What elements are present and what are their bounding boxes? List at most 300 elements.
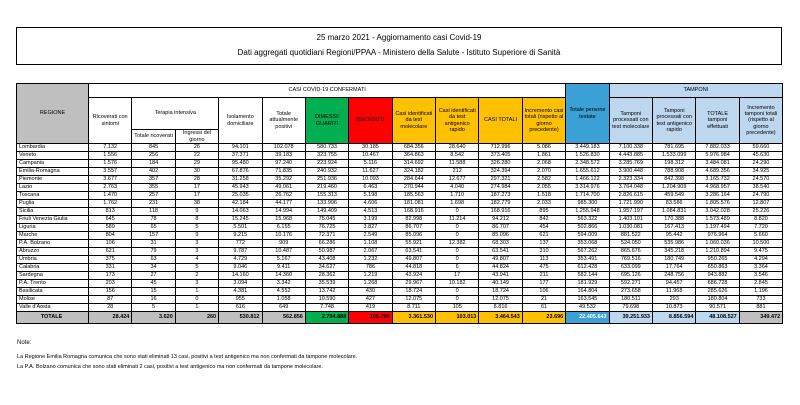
value-cell: 40.149 xyxy=(479,280,522,288)
value-cell: 950.265 xyxy=(696,256,739,264)
value-cell: 49.807 xyxy=(479,256,522,264)
value-cell: 180.749 xyxy=(653,256,696,264)
value-cell: 402 xyxy=(132,168,175,176)
value-cell: 248.756 xyxy=(653,272,696,280)
value-cell: 345.218 xyxy=(653,248,696,256)
value-cell: 9.215 xyxy=(219,232,262,240)
value-cell: 39.183 xyxy=(262,152,305,160)
value-cell: 373.405 xyxy=(479,152,522,160)
value-cell: 257 xyxy=(132,192,175,200)
value-cell: 11.627 xyxy=(349,168,392,176)
value-cell: 10.093 xyxy=(349,176,392,184)
value-cell: 203 xyxy=(89,280,132,288)
value-cell: 1.861 xyxy=(522,152,566,160)
value-cell: 21 xyxy=(522,296,566,304)
totals-value-cell: 8.856.594 xyxy=(653,312,696,324)
value-cell: 105 xyxy=(436,304,479,312)
value-cell: 6.463 xyxy=(349,184,392,192)
value-cell: 10.500 xyxy=(739,240,782,248)
table-row xyxy=(17,152,783,160)
value-cell: 976.964 xyxy=(696,232,739,240)
table-row xyxy=(17,280,783,288)
value-cell: 59.660 xyxy=(739,144,782,152)
header-terapia-intensiva: Terapia intensiva xyxy=(132,98,219,130)
totals-value-cell: 562.856 xyxy=(262,312,305,324)
value-cell: 616 xyxy=(219,304,262,312)
value-cell: 185.563 xyxy=(392,192,435,200)
value-cell: 1.204.909 xyxy=(653,184,696,192)
header-tamponi-totale: TOTALE tamponi effettuati xyxy=(696,98,739,144)
value-cell: 1.533.099 xyxy=(653,152,696,160)
value-cell: 256 xyxy=(132,152,175,160)
value-cell: 3 xyxy=(175,240,218,248)
value-cell: 684.356 xyxy=(392,144,435,152)
value-cell: 25.035 xyxy=(219,192,262,200)
value-cell: 3.364 xyxy=(739,264,782,272)
region-name: Toscana xyxy=(17,192,89,200)
value-cell: 1.556 xyxy=(89,152,132,160)
value-cell: 5.086 xyxy=(522,144,566,152)
value-cell: 7.132 xyxy=(89,144,132,152)
value-cell: 181.081 xyxy=(392,200,435,208)
value-cell: 17 xyxy=(436,272,479,280)
value-cell: 712.996 xyxy=(479,144,522,152)
value-cell: 842 xyxy=(522,216,566,224)
value-cell: 592.271 xyxy=(609,280,652,288)
value-cell: 14.160 xyxy=(219,272,262,280)
value-cell: 5 xyxy=(175,224,218,232)
value-cell: 37.371 xyxy=(219,152,262,160)
value-cell: 82.998 xyxy=(392,216,435,224)
table-row xyxy=(17,248,783,256)
value-cell: 524.050 xyxy=(609,240,652,248)
region-name: Basilicata xyxy=(17,288,89,296)
value-cell: 10.182 xyxy=(436,280,479,288)
value-cell: 1.255.948 xyxy=(566,208,609,216)
value-cell: 2.763 xyxy=(89,184,132,192)
totals-value-cell: 3.464.543 xyxy=(479,312,522,324)
value-cell: 2 xyxy=(175,272,218,280)
value-cell: 324.182 xyxy=(392,168,435,176)
value-cell: 1 xyxy=(175,288,218,296)
value-cell: 231 xyxy=(132,200,175,208)
value-cell: 137 xyxy=(522,240,566,248)
value-cell: 35.539 xyxy=(305,280,348,288)
header-tamponi-antigenico: Tamponi processati con test antigenico rapido xyxy=(653,98,696,144)
value-cell: 94.212 xyxy=(479,216,522,224)
value-cell: 61 xyxy=(522,304,566,312)
value-cell: 1.210.894 xyxy=(696,248,739,256)
value-cell: 219.460 xyxy=(305,184,348,192)
value-cell: 1.573.489 xyxy=(696,216,739,224)
value-cell: 168.916 xyxy=(479,208,522,216)
value-cell: 2.067 xyxy=(349,248,392,256)
value-cell: 3.165.732 xyxy=(696,176,739,184)
value-cell: 769.516 xyxy=(609,256,652,264)
value-cell: 9 xyxy=(175,232,218,240)
table-row xyxy=(17,144,783,152)
region-name: Piemonte xyxy=(17,176,89,184)
value-cell: 9.046 xyxy=(219,264,262,272)
value-cell: 1 xyxy=(175,304,218,312)
value-cell: 612.428 xyxy=(566,264,609,272)
value-cell: 375 xyxy=(89,256,132,264)
table-row xyxy=(17,192,783,200)
report-subtitle: Dati aggregati quotidiani Regioni/PPAA - Ministero della Salute - Istituto Superiore di Sanità xyxy=(237,48,561,58)
value-cell: 430 xyxy=(349,288,392,296)
value-cell: 502.866 xyxy=(566,224,609,232)
value-cell: 34.627 xyxy=(305,264,348,272)
value-cell: 314.692 xyxy=(392,160,435,168)
value-cell: 3.342 xyxy=(262,280,305,288)
table-row xyxy=(17,200,783,208)
value-cell: 357 xyxy=(132,176,175,184)
value-cell: 11.968 xyxy=(653,288,696,296)
value-cell: 25.226 xyxy=(739,208,782,216)
value-cell: 95.480 xyxy=(219,160,262,168)
value-cell: 1.714.700 xyxy=(566,192,609,200)
value-cell: 102.078 xyxy=(262,144,305,152)
value-cell: 94.457 xyxy=(653,280,696,288)
value-cell: 63 xyxy=(132,256,175,264)
report-title: 25 marzo 2021 - Aggiornamento casi Covid-19 xyxy=(316,33,482,43)
value-cell: 55.921 xyxy=(392,240,435,248)
value-cell: 45 xyxy=(132,280,175,288)
value-cell: 781.695 xyxy=(653,144,696,152)
value-cell: 804 xyxy=(89,232,132,240)
value-cell: 1.518 xyxy=(522,192,566,200)
table-row xyxy=(17,232,783,240)
region-name: Sicilia xyxy=(17,208,89,216)
table-row xyxy=(17,264,783,272)
totals-value-cell: 103.013 xyxy=(436,312,479,324)
value-cell: 44.824 xyxy=(479,264,522,272)
region-name: Valle d'Aosta xyxy=(17,304,89,312)
value-cell: 164.804 xyxy=(566,288,609,296)
value-cell: 4.552 xyxy=(262,288,305,296)
value-cell: 3.449.183 xyxy=(566,144,609,152)
table-row xyxy=(17,296,783,304)
value-cell: 212 xyxy=(436,168,479,176)
value-cell: 9.411 xyxy=(262,264,305,272)
table-row xyxy=(17,160,783,168)
value-cell: 284.644 xyxy=(392,176,435,184)
value-cell: 535.986 xyxy=(653,240,696,248)
value-cell: 5 xyxy=(132,304,175,312)
value-cell: 28 xyxy=(175,176,218,184)
value-cell: 211 xyxy=(522,272,566,280)
header-casi-confermati: CASI COVID-19 CONFERMATI xyxy=(89,84,566,98)
value-cell: 177 xyxy=(522,280,566,288)
note-line-1: La Regione Emilia Romagna comunica che sono stati eliminati 13 casi, positivi a test antigenico ma non confermati da tampone molecolare. xyxy=(17,353,358,360)
totals-value-cell: 349.472 xyxy=(739,312,782,324)
region-name: Puglia xyxy=(17,200,89,208)
value-cell: 8.711 xyxy=(392,304,435,312)
value-cell: 24.290 xyxy=(739,160,782,168)
value-cell: 1.030.081 xyxy=(609,224,652,232)
region-name: Emilia-Romagna xyxy=(17,168,89,176)
value-cell: 3 xyxy=(175,280,218,288)
value-cell: 8.820 xyxy=(739,216,782,224)
value-cell: 38 xyxy=(175,200,218,208)
value-cell: 353.491 xyxy=(566,256,609,264)
region-name: Liguria xyxy=(17,224,89,232)
totals-value-cell: 3.361.530 xyxy=(392,312,435,324)
value-cell: 86.707 xyxy=(479,224,522,232)
value-cell: 563.322 xyxy=(566,216,609,224)
value-cell: 1.084.831 xyxy=(653,208,696,216)
value-cell: 6.155 xyxy=(262,224,305,232)
table-row xyxy=(17,224,783,232)
value-cell: 7.720 xyxy=(739,224,782,232)
value-cell: 17 xyxy=(175,192,218,200)
table-row xyxy=(17,288,783,296)
header-incremento-tamponi: Incremento tamponi totali (rispetto al giorno precedente) xyxy=(739,98,782,144)
value-cell: 293 xyxy=(653,296,696,304)
value-cell: 8.816 xyxy=(479,304,522,312)
value-cell: 4.606 xyxy=(349,200,392,208)
header-persone-testate: Totale persone testate xyxy=(566,84,609,144)
header-casi-totali: CASI TOTALI xyxy=(479,98,522,144)
value-cell: 24.790 xyxy=(739,192,782,200)
region-name: Veneto xyxy=(17,152,89,160)
totals-value-cell: 48.108.527 xyxy=(696,312,739,324)
value-cell: 733 xyxy=(739,296,782,304)
value-cell: 63.541 xyxy=(479,248,522,256)
totals-value-cell: 23.696 xyxy=(522,312,566,324)
value-cell: 43.941 xyxy=(479,272,522,280)
value-cell: 12.075 xyxy=(479,296,522,304)
header-casi-molecolare: Casi identificati da test molecolare xyxy=(392,98,435,144)
value-cell: 5.501 xyxy=(219,224,262,232)
value-cell: 353.068 xyxy=(566,240,609,248)
value-cell: 285.626 xyxy=(696,288,739,296)
value-cell: 3.764.048 xyxy=(609,184,652,192)
value-cell: 2.826.615 xyxy=(609,192,652,200)
value-cell: 38.540 xyxy=(739,184,782,192)
value-cell: 29.967 xyxy=(392,280,435,288)
value-cell: 13.742 xyxy=(305,288,348,296)
value-cell: 10.176 xyxy=(262,232,305,240)
value-cell: 3.285.769 xyxy=(609,160,652,168)
value-cell: 86.707 xyxy=(392,224,435,232)
value-cell: 459.549 xyxy=(653,192,696,200)
value-cell: 65 xyxy=(132,224,175,232)
region-name: Lombardia xyxy=(17,144,89,152)
value-cell: 1.721.990 xyxy=(609,200,652,208)
value-cell: 4.729 xyxy=(219,256,262,264)
value-cell: 94.101 xyxy=(219,144,262,152)
value-cell: 34 xyxy=(132,264,175,272)
value-cell: 842.398 xyxy=(653,176,696,184)
value-cell: 16 xyxy=(132,296,175,304)
value-cell: 12.075 xyxy=(392,296,435,304)
totals-value-cell: 39.251.933 xyxy=(609,312,652,324)
value-cell: 9.787 xyxy=(219,248,262,256)
value-cell: 170.388 xyxy=(653,216,696,224)
value-cell: 310 xyxy=(522,248,566,256)
value-cell: 2.582 xyxy=(522,176,566,184)
value-cell: 155.313 xyxy=(305,192,348,200)
notes-section xyxy=(17,340,777,371)
value-cell: 12.677 xyxy=(436,176,479,184)
value-cell: 3.827 xyxy=(349,224,392,232)
value-cell: 813 xyxy=(89,208,132,216)
region-name: Abruzzo xyxy=(17,248,89,256)
value-cell: 240.932 xyxy=(305,168,348,176)
value-cell: 1.058 xyxy=(262,296,305,304)
value-cell: 4.689.356 xyxy=(696,168,739,176)
value-cell: 788.908 xyxy=(653,168,696,176)
value-cell: 15.245 xyxy=(219,216,262,224)
value-cell: 772 xyxy=(219,240,262,248)
value-cell: 582.144 xyxy=(566,272,609,280)
value-cell: 44.818 xyxy=(392,264,435,272)
value-cell: 83.586 xyxy=(653,200,696,208)
value-cell: 1.232 xyxy=(349,256,392,264)
value-cell: 168.916 xyxy=(392,208,435,216)
table-row xyxy=(17,272,783,280)
value-cell: 18.724 xyxy=(479,288,522,296)
value-cell: 3.900.448 xyxy=(609,168,652,176)
value-cell: 17 xyxy=(175,184,218,192)
value-cell: 1.403.101 xyxy=(609,216,652,224)
value-cell: 2.845 xyxy=(739,280,782,288)
value-cell: 1.219 xyxy=(349,272,392,280)
value-cell: 323.755 xyxy=(305,152,348,160)
value-cell: 95.442 xyxy=(653,232,696,240)
value-cell: 29 xyxy=(175,160,218,168)
value-cell: 106 xyxy=(89,240,132,248)
value-cell: 1.060.036 xyxy=(696,240,739,248)
value-cell: 324.394 xyxy=(479,168,522,176)
value-cell: 364.863 xyxy=(392,152,435,160)
value-cell: 22 xyxy=(175,152,218,160)
value-cell: 12.807 xyxy=(739,200,782,208)
value-cell: 567.262 xyxy=(566,248,609,256)
value-cell: 181.929 xyxy=(566,280,609,288)
value-cell: 274.984 xyxy=(479,184,522,192)
value-cell: 865.676 xyxy=(609,248,652,256)
value-cell: 1.710 xyxy=(436,192,479,200)
value-cell: 68.303 xyxy=(479,240,522,248)
value-cell: 0 xyxy=(436,208,479,216)
value-cell: 28 xyxy=(89,304,132,312)
value-cell: 985.300 xyxy=(566,200,609,208)
value-cell: 0 xyxy=(436,232,479,240)
value-cell: 49.061 xyxy=(262,184,305,192)
table-row xyxy=(17,216,783,224)
value-cell: 11.214 xyxy=(436,216,479,224)
value-cell: 2.068 xyxy=(522,160,566,168)
value-cell: 76.725 xyxy=(305,224,348,232)
value-cell: 14.994 xyxy=(262,208,305,216)
value-cell: 4.381 xyxy=(219,288,262,296)
value-cell: 3 xyxy=(175,248,218,256)
value-cell: 149.409 xyxy=(305,208,348,216)
value-cell: 6 xyxy=(436,264,479,272)
value-cell: 9 xyxy=(175,208,218,216)
title-box xyxy=(16,27,782,65)
value-cell: 427 xyxy=(349,296,392,304)
value-cell: 943.882 xyxy=(696,272,739,280)
value-cell: 49.807 xyxy=(392,256,435,264)
value-cell: 43.924 xyxy=(392,272,435,280)
value-cell: 198.312 xyxy=(653,160,696,168)
value-cell: 0 xyxy=(436,224,479,232)
value-cell: 45.943 xyxy=(219,184,262,192)
header-isolamento: Isolamento domiciliare xyxy=(219,98,262,144)
table-row xyxy=(17,208,783,216)
value-cell: 173 xyxy=(89,272,132,280)
value-cell: 163.545 xyxy=(566,296,609,304)
header-totale-ricoverati: Totale ricoverati xyxy=(132,130,175,144)
value-cell: 475 xyxy=(522,264,566,272)
value-cell: 3.677 xyxy=(89,176,132,184)
value-cell: 3.557 xyxy=(89,168,132,176)
value-cell: 4.040 xyxy=(436,184,479,192)
value-cell: 10.487 xyxy=(262,248,305,256)
table-row xyxy=(17,168,783,176)
value-cell: 10.590 xyxy=(305,296,348,304)
header-incremento-casi: Incremento casi totali (rispetto al giorno precedente) xyxy=(522,98,566,144)
value-cell: 0 xyxy=(175,296,218,304)
table-row xyxy=(17,256,783,264)
value-cell: 133.996 xyxy=(305,200,348,208)
value-cell: 1.196 xyxy=(739,288,782,296)
value-cell: 118 xyxy=(132,208,175,216)
totals-value-cell: 22.405.643 xyxy=(566,312,609,324)
value-cell: 2.348.572 xyxy=(566,160,609,168)
value-cell: 85.096 xyxy=(479,232,522,240)
value-cell: 594.009 xyxy=(566,232,609,240)
value-cell: 909 xyxy=(262,240,305,248)
value-cell: 7.100.338 xyxy=(609,144,652,152)
totals-value-cell: 260 xyxy=(175,312,218,324)
value-cell: 1.108 xyxy=(349,240,392,248)
value-cell: 845 xyxy=(132,144,175,152)
value-cell: 5.660 xyxy=(739,232,782,240)
value-cell: 4.513 xyxy=(349,208,392,216)
value-cell: 180.511 xyxy=(609,296,652,304)
value-cell: 85.096 xyxy=(392,232,435,240)
value-cell: 297.321 xyxy=(479,176,522,184)
totals-row xyxy=(17,312,783,324)
value-cell: 63.541 xyxy=(392,248,435,256)
value-cell: 2.055 xyxy=(522,184,566,192)
value-cell: 1.762 xyxy=(89,200,132,208)
value-cell: 2.033 xyxy=(522,200,566,208)
value-cell: 454 xyxy=(522,224,566,232)
value-cell: 180.804 xyxy=(696,296,739,304)
value-cell: 3.314.976 xyxy=(566,184,609,192)
value-cell: 66.286 xyxy=(305,240,348,248)
value-cell: 15 xyxy=(132,288,175,296)
header-tamponi: TAMPONI xyxy=(609,84,783,98)
value-cell: 8.542 xyxy=(436,152,479,160)
value-cell: 4.443.885 xyxy=(609,152,652,160)
value-cell: 72.371 xyxy=(305,232,348,240)
value-cell: 3.042.028 xyxy=(696,208,739,216)
value-cell: 7.882.033 xyxy=(696,144,739,152)
region-name: Marche xyxy=(17,232,89,240)
value-cell: 5.167 xyxy=(262,256,305,264)
value-cell: 2.323.334 xyxy=(609,176,652,184)
value-cell: 10.467 xyxy=(349,152,392,160)
value-cell: 79 xyxy=(132,248,175,256)
header-ricoverati: Ricoverati con sintomi xyxy=(89,98,132,144)
header-dimessi-guariti: DIMESSI/ GUARITI xyxy=(305,98,348,144)
